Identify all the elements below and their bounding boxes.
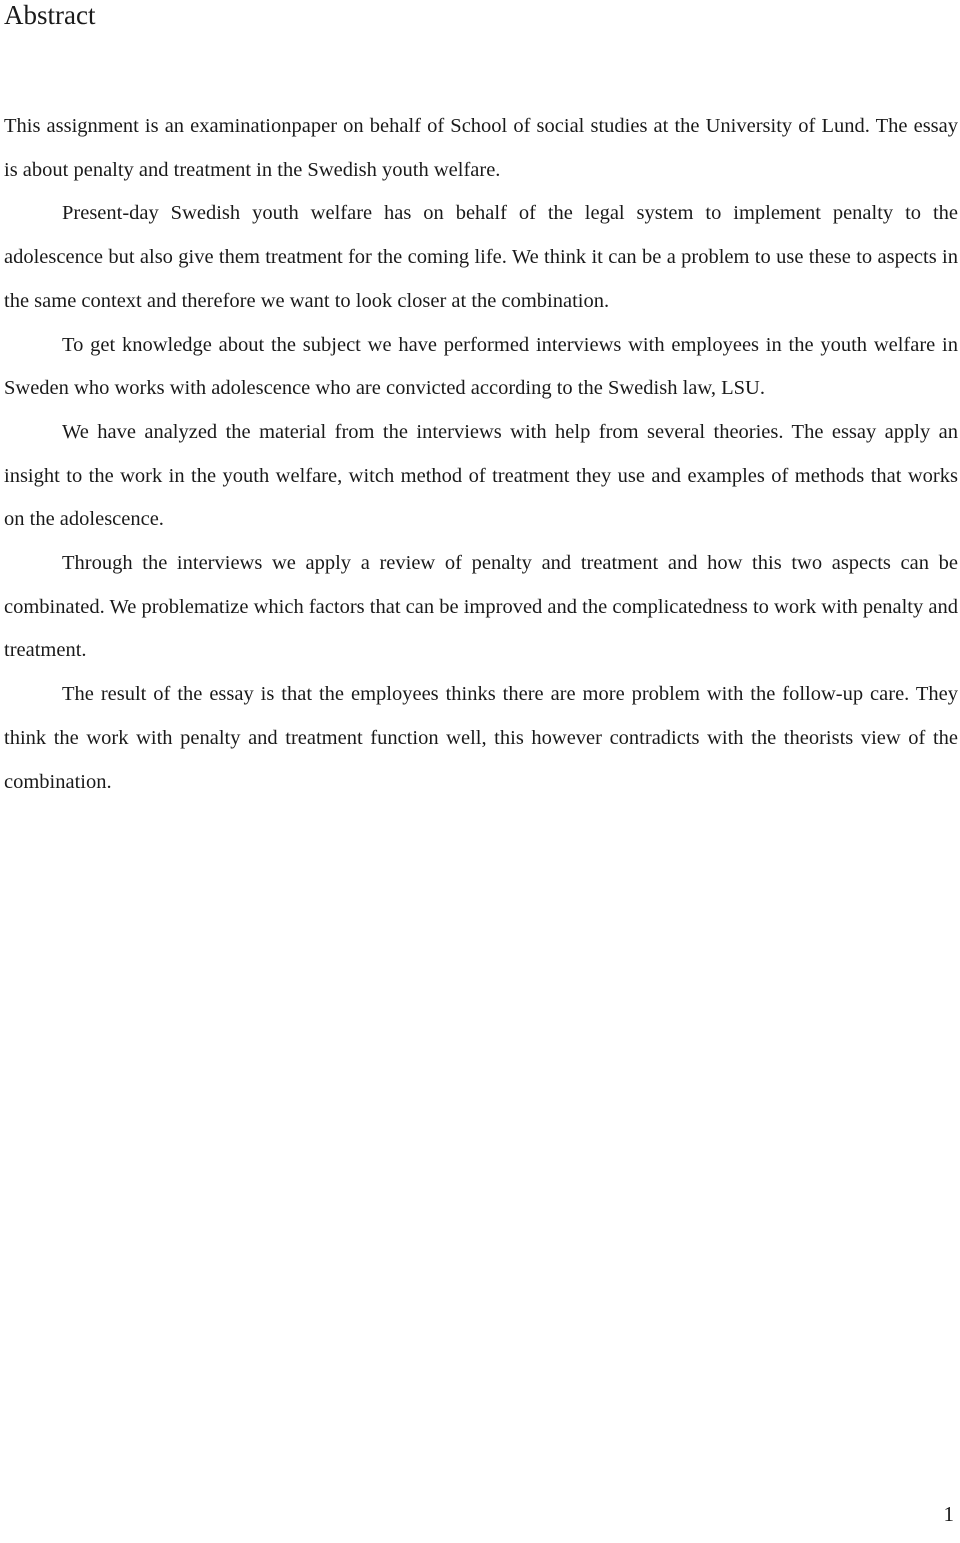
paragraph-analysis: We have analyzed the material from the interviews with help from several theories. The essay apply an insight to the work in the youth welfare, witch method of treatment they use and examples of methods that works on the adolescence. bbox=[4, 420, 958, 531]
paragraph-method: To get knowledge about the subject we have performed interviews with employees in the youth welfare in Sweden who works with adolescence who are convicted according to the Swedish law, LSU. bbox=[4, 333, 958, 400]
abstract-body bbox=[4, 105, 958, 804]
paragraph-intro: This assignment is an examinationpaper on behalf of School of social studies at the University of Lund. The essay is about penalty and treatment in the Swedish youth welfare. bbox=[4, 115, 958, 181]
page-number: 1 bbox=[943, 1502, 954, 1526]
paragraph-purpose: Present-day Swedish youth welfare has on behalf of the legal system to implement penalty to the adolescence but also give them treatment for the coming life. We think it can be a problem to use these to aspects in the same context and therefore we want to look closer at the combination. bbox=[4, 202, 958, 312]
paragraph-review: Through the interviews we apply a review of penalty and treatment and how this two aspects can be combinated. We problematize which factors that can be improved and the complicatedness to work with penalty and treatment. bbox=[4, 552, 958, 662]
section-heading: Abstract bbox=[4, 0, 96, 30]
paragraph-result: The result of the essay is that the employees thinks there are more problem with the follow-up care. They think the work with penalty and treatment function well, this however contradicts with the theorists view of the combination. bbox=[4, 683, 958, 793]
